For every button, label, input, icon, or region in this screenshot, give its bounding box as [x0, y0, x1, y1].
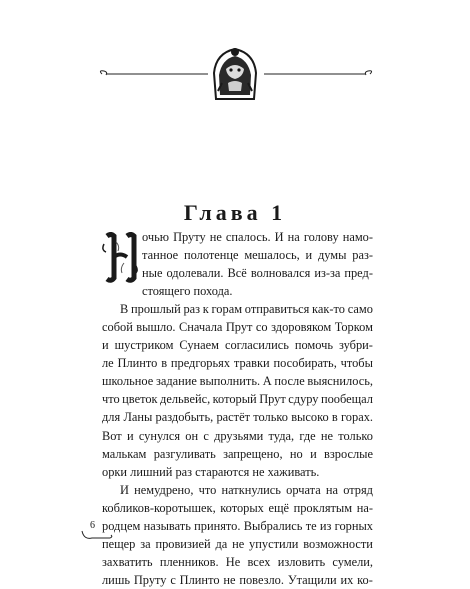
word: и [305, 248, 313, 263]
word: Ланы [123, 410, 153, 425]
word: к [202, 302, 209, 317]
page-number-flourish [80, 528, 114, 542]
word: за [140, 536, 151, 551]
word: высоко [291, 410, 329, 425]
word: голову [303, 230, 339, 244]
word: называть [143, 518, 191, 533]
word: где [299, 428, 316, 443]
word: намо- [342, 230, 373, 244]
word: И [120, 482, 129, 497]
word: раз [183, 302, 201, 317]
word: раздобыть, [155, 410, 214, 425]
word: который [212, 392, 257, 407]
word: орчата [286, 482, 321, 497]
page-number: 6 [90, 520, 95, 531]
word: но [289, 446, 303, 461]
word: Пруту [133, 572, 167, 587]
word: пленников. [159, 554, 219, 569]
word: не [320, 428, 334, 443]
word: ные [142, 266, 163, 281]
word: ко- [357, 572, 373, 587]
word: туда, [268, 428, 295, 443]
word: само [347, 302, 373, 317]
text-line [102, 354, 373, 372]
word: которых [220, 500, 264, 515]
word: не [209, 230, 222, 244]
word: отряд [343, 482, 373, 497]
word: очью [142, 230, 170, 244]
word: те [305, 518, 317, 533]
word: полотенце [183, 248, 239, 263]
word: для [102, 410, 121, 425]
word: немудрено, [134, 482, 194, 497]
word: кобликов-коротышек, [102, 500, 216, 515]
word: танное [142, 248, 179, 263]
word: согласились [224, 338, 289, 353]
word: травки [233, 356, 270, 371]
word: Утащили [287, 572, 337, 587]
word: провизией [155, 536, 211, 551]
word: шустриком [114, 338, 174, 353]
word: запрещено, [223, 446, 283, 461]
word: зубри- [339, 338, 373, 353]
word: ещё [268, 500, 289, 515]
word: в [331, 410, 338, 425]
word: пообещал [320, 392, 373, 407]
word: Всё [227, 266, 247, 281]
text-line [102, 499, 373, 517]
word: задание [155, 374, 197, 389]
text-line [102, 553, 373, 571]
word: дельвейс, [160, 392, 211, 407]
word: сумели, [332, 554, 373, 569]
word: В [120, 302, 129, 317]
word: повезло. [239, 572, 284, 587]
word: мешалось, [244, 248, 300, 263]
word: да [215, 536, 228, 551]
chapter-title: Глава 1 [183, 200, 287, 225]
word: Вот [102, 428, 122, 443]
word: Выбрались [243, 518, 303, 533]
text-line [102, 300, 373, 318]
word: Сунаем [179, 338, 219, 353]
text-line [102, 408, 373, 426]
word: их [340, 572, 354, 587]
word: возможности [303, 536, 373, 551]
text-line-content: орки лишний раз стараются не хаживать. [102, 464, 320, 479]
word: пособирать, [273, 356, 337, 371]
word: сдуру [288, 392, 319, 407]
text-line [102, 318, 373, 336]
word: сунулся [138, 428, 181, 443]
word: собой [102, 320, 133, 335]
word: школьное [102, 374, 154, 389]
word: на- [356, 500, 373, 515]
word: на [325, 482, 339, 497]
text-line [102, 336, 373, 354]
word: и [310, 446, 317, 461]
word: лишь [102, 572, 131, 587]
word: и [102, 338, 109, 353]
word: что [198, 482, 217, 497]
word: со [255, 320, 268, 335]
word: Прут [225, 320, 253, 335]
word: А [262, 374, 272, 389]
word: упустили [249, 536, 299, 551]
word: как-то [312, 302, 345, 317]
word: помочь [294, 338, 334, 353]
text-line [102, 228, 373, 246]
word: на [287, 230, 300, 244]
word: Пруту [173, 230, 206, 244]
word: не [223, 572, 236, 587]
text-line [102, 535, 373, 553]
word: прошлый [131, 302, 181, 317]
word: только [253, 410, 288, 425]
word: пещер [102, 536, 136, 551]
word: с [170, 572, 176, 587]
word: волновался [250, 266, 311, 281]
word: выяснилось, [307, 374, 373, 389]
word: одолевали. [166, 266, 224, 281]
word: изловить [277, 554, 326, 569]
word: ле [102, 356, 114, 371]
word: цветок [122, 392, 158, 407]
word: растёт [216, 410, 250, 425]
text-line [102, 427, 373, 445]
word: спалось. [225, 230, 271, 244]
chapter-body-text [102, 228, 373, 589]
word: в [161, 356, 168, 371]
text-line [102, 246, 373, 264]
word: только [338, 428, 373, 443]
word: проклятым [293, 500, 353, 515]
word: горам [211, 302, 243, 317]
word: отправиться [244, 302, 310, 317]
word: не [232, 536, 245, 551]
word: горах. [341, 410, 373, 425]
word: Торком [334, 320, 373, 335]
word: разгуливать [153, 446, 216, 461]
word: всех [247, 554, 271, 569]
text-line [102, 463, 373, 481]
word: наткнулись [221, 482, 281, 497]
word: чтобы [340, 356, 373, 371]
word: здоровяком [271, 320, 332, 335]
text-line [102, 372, 373, 390]
text-line [102, 264, 373, 282]
word: что [102, 392, 120, 407]
word: после [274, 374, 305, 389]
word: с [203, 428, 209, 443]
word: взрослые [324, 446, 373, 461]
word: Плинто [179, 572, 220, 587]
text-line [102, 282, 373, 300]
word: родцем [102, 518, 141, 533]
word: раз- [352, 248, 373, 263]
word: вышло. [136, 320, 176, 335]
text-line [102, 517, 373, 535]
word: предгорьях [170, 356, 231, 371]
word: из [319, 518, 332, 533]
word: думы [317, 248, 347, 263]
word: выполнить. [199, 374, 261, 389]
word: Сначала [178, 320, 223, 335]
word: Плинто [117, 356, 158, 371]
word: он [185, 428, 199, 443]
word: и [126, 428, 134, 443]
word: из-за [314, 266, 341, 281]
word: пред- [344, 266, 373, 281]
word: друзьями [214, 428, 264, 443]
word: принято. [194, 518, 241, 533]
orc-emblem-icon [210, 43, 260, 101]
text-line [102, 445, 373, 463]
text-line [102, 571, 373, 589]
text-line [102, 481, 373, 499]
word: И [274, 230, 284, 244]
word: горных [334, 518, 373, 533]
text-line [102, 390, 373, 408]
word: захватить [102, 554, 153, 569]
word: малькам [102, 446, 147, 461]
word: Прут [259, 392, 286, 407]
word: Не [225, 554, 241, 569]
text-line-content: стоящего похода. [142, 284, 233, 299]
